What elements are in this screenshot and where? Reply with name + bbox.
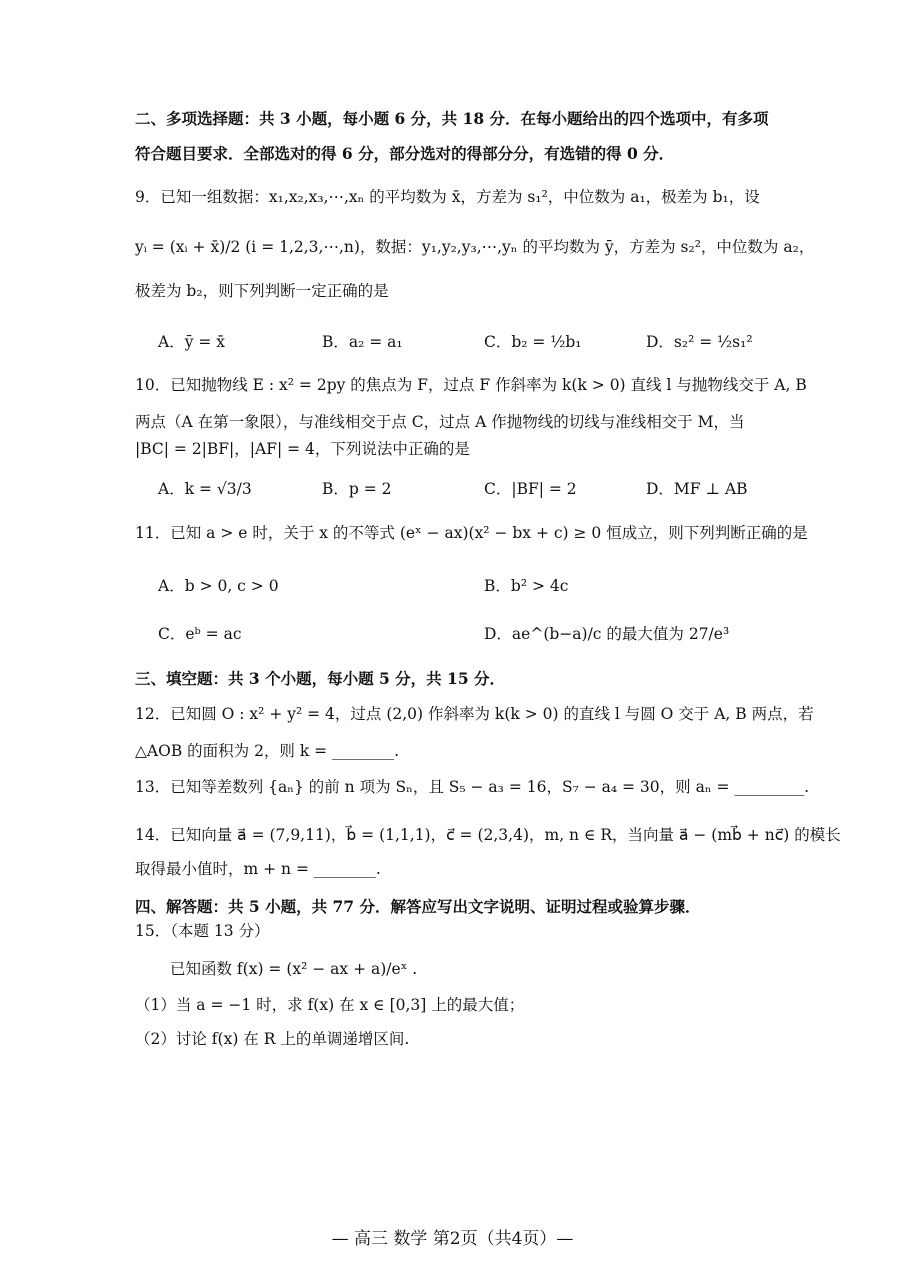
q15-part1: （1）当 a = −1 时，求 f(x) 在 x ∈ [0,3] 上的最大值； <box>135 996 525 1014</box>
q11-option-c: C．eᵇ = ac <box>158 625 242 643</box>
q10-option-b: B．p = 2 <box>322 480 392 498</box>
q10-line1: 10．已知抛物线 E : x² = 2py 的焦点为 F，过点 F 作斜率为 k(k > 0) 直线 l 与抛物线交于 A, B <box>135 376 807 394</box>
q9-option-d: D．s₂² = ½s₁² <box>646 333 753 351</box>
q9-option-b: B．a₂ = a₁ <box>322 333 403 351</box>
q12-line1: 12．已知圆 O : x² + y² = 4，过点 (2,0) 作斜率为 k(k > 0) 的直线 l 与圆 O 交于 A, B 两点，若 <box>135 705 814 723</box>
q10-option-d: D．MF ⊥ AB <box>646 480 748 498</box>
q9-line2: yᵢ = (xᵢ + x̄)/2 (i = 1,2,3,⋯,n)，数据：y₁,y₂,y₃,⋯,yₙ 的平均数为 ȳ，方差为 s₂²，中位数为 a₂， <box>135 238 815 256</box>
q11-line1: 11．已知 a > e 时，关于 x 的不等式 (eˣ − ax)(x² − bx + c) ≥ 0 恒成立，则下列判断正确的是 <box>135 524 808 542</box>
q10-line2: 两点（A 在第一象限），与准线相交于点 C，过点 A 作抛物线的切线与准线相交于 M，当 <box>135 413 745 431</box>
section2-heading-line1: 二、多项选择题：共 3 小题，每小题 6 分，共 18 分．在每小题给出的四个选项中，有多项 <box>135 109 769 128</box>
q15-part2: （2）讨论 f(x) 在 R 上的单调递增区间. <box>135 1030 410 1048</box>
section2-heading-line2: 符合题目要求．全部选对的得 6 分，部分选对的得部分分，有选错的得 0 分． <box>135 144 675 163</box>
section4-heading: 四、解答题：共 5 小题，共 77 分．解答应写出文字说明、证明过程或验算步骤． <box>135 897 701 916</box>
q10-line3: |BC| = 2|BF|，|AF| = 4，下列说法中正确的是 <box>135 440 470 458</box>
q11-option-b: B．b² > 4c <box>484 577 569 595</box>
q13-line1: 13．已知等差数列 {aₙ} 的前 n 项为 Sₙ，且 S₅ − a₃ = 16，S₇ − a₄ = 30，则 aₙ = _________. <box>135 778 810 796</box>
q14-line1: 14．已知向量 a⃗ = (7,9,11)，b⃗ = (1,1,1)，c⃗ = (2,3,4)，m, n ∈ R，当向量 a⃗ − (mb⃗ + nc⃗) 的模长 <box>135 826 841 844</box>
q9-line1: 9．已知一组数据：x₁,x₂,x₃,⋯,xₙ 的平均数为 x̄，方差为 s₁²，中位数为 a₁，极差为 b₁，设 <box>135 188 760 206</box>
q15-title: 15．（本题 13 分） <box>135 922 270 940</box>
q11-option-a: A．b > 0, c > 0 <box>158 577 279 595</box>
q11-option-d: D．ae^(b−a)/c 的最大值为 27/e³ <box>484 625 730 643</box>
q14-line2: 取得最小值时，m + n = ________. <box>135 860 381 878</box>
q12-line2: △AOB 的面积为 2，则 k = ________. <box>135 742 400 760</box>
page-footer: — 高三 数学 第2页（共4页）— <box>331 1229 574 1249</box>
q9-option-a: A．ȳ = x̄ <box>158 333 226 351</box>
q10-option-a: A．k = √3/3 <box>158 480 252 498</box>
q15-stem: 已知函数 f(x) = (x² − ax + a)/eˣ . <box>170 960 418 978</box>
section3-heading: 三、填空题：共 3 个小题，每小题 5 分，共 15 分． <box>135 669 506 688</box>
q10-option-c: C．|BF| = 2 <box>484 480 577 498</box>
q9-line3: 极差为 b₂，则下列判断一定正确的是 <box>135 282 389 300</box>
q9-option-c: C．b₂ = ½b₁ <box>484 333 582 351</box>
